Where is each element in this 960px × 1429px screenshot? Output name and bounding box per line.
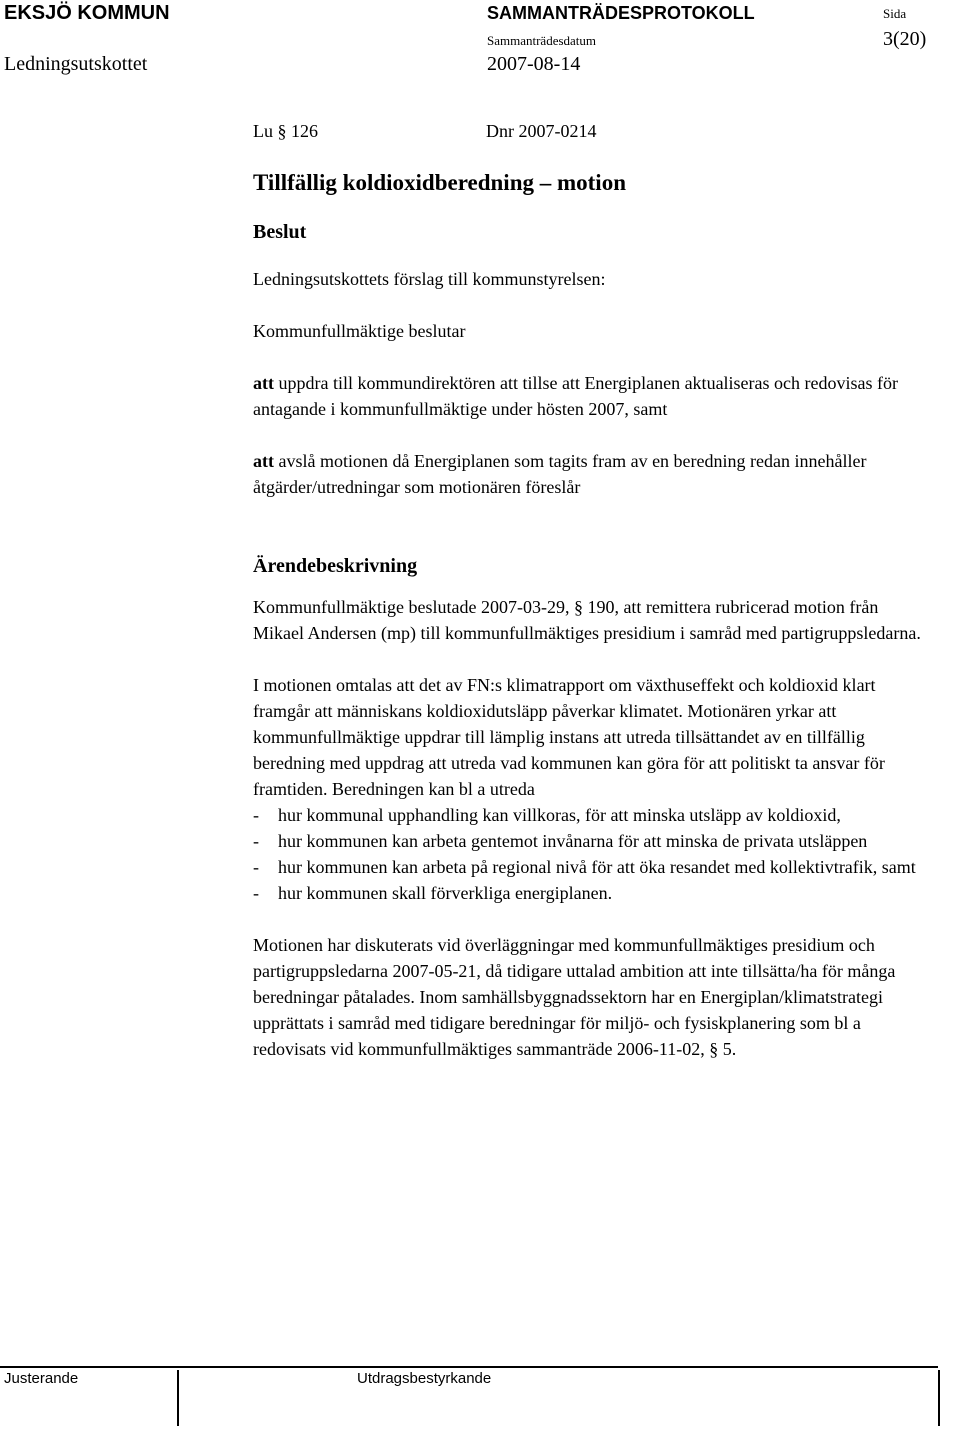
- decision-item-text: uppdra till kommundirektören att tillse att Energiplanen aktualiseras och redovisas för antagande i kommunfullmäktige under hösten 2007, samt: [253, 373, 898, 419]
- signature-box-divider: [177, 1370, 179, 1426]
- meeting-date-label: Sammanträdesdatum: [487, 33, 597, 48]
- description-paragraph: Motionen har diskuterats vid överläggningar med kommunfullmäktiges presidium och partigruppsledarna 2007-05-21, då tidigare uttalad ambition att inte tillsätta/ha för många beredningar påtalades. Inom samhällsbyggnadssektorn har en Energiplan/klimatstrategi upprättats i samråd med tidigare beredningar för miljö- och fysiskplanering som bl a redovisats vid kommunfullmäktiges sammanträde 2006-11-02, § 5.: [253, 935, 896, 1059]
- case-title: Tillfällig koldioxidberedning – motion: [253, 170, 626, 195]
- protocol-title: SAMMANTRÄDESPROTOKOLL: [487, 3, 755, 23]
- list-marker: -: [253, 805, 259, 825]
- decision-item-prefix: att: [253, 373, 274, 393]
- decision-item: [253, 370, 933, 422]
- footer-divider: [0, 1366, 938, 1368]
- meeting-date: 2007-08-14: [487, 53, 581, 75]
- document-body: [253, 118, 933, 1062]
- description-paragraph: I motionen omtalas att det av FN:s klimatrapport om växthuseffekt och koldioxid klart framgår att människans koldioxidutsläpp påverkar klimatet. Motionären yrkar att kommunfullmäktige uppdrar till lämplig instans att utreda tillsättandet av en tillfällig beredning med uppdrag att utreda vad kommunen kan göra för att politiskt ta ansvar för framtiden. Beredningen kan bl a utreda: [253, 675, 885, 799]
- signature-box-divider: [938, 1370, 940, 1426]
- list-marker: -: [253, 883, 259, 903]
- case-reference: [253, 118, 933, 144]
- page-number: 3(20): [883, 28, 927, 50]
- adjuster-label: Justerande: [4, 1370, 79, 1387]
- list-item-text: hur kommunen kan arbeta på regional nivå för att öka resandet med kollektivtrafik, samt: [278, 857, 916, 877]
- decision-item-text: avslå motionen då Energiplanen som tagits fram av en beredning redan innehåller åtgärder/utredningar som motionären föreslår: [253, 451, 867, 497]
- page-label: Sida: [883, 6, 907, 21]
- list-item: [253, 802, 933, 828]
- description-heading: Ärendebeskrivning: [253, 555, 418, 577]
- council-decides: Kommunfullmäktige beslutar: [253, 321, 466, 341]
- extract-certification-label: Utdragsbestyrkande: [357, 1370, 492, 1387]
- committee-name: Ledningsutskottet: [4, 53, 148, 75]
- decision-intro: Ledningsutskottets förslag till kommunstyrelsen:: [253, 269, 606, 289]
- list-item-text: hur kommunal upphandling kan villkoras, för att minska utsläpp av koldioxid,: [278, 805, 841, 825]
- decision-heading: Beslut: [253, 221, 307, 243]
- list-marker: -: [253, 831, 259, 851]
- decision-item: [253, 448, 933, 500]
- list-item: [253, 828, 933, 854]
- list-marker: -: [253, 857, 259, 877]
- list-item: [253, 880, 933, 906]
- municipality-name: EKSJÖ KOMMUN: [4, 2, 170, 24]
- list-item: [253, 854, 933, 880]
- case-number: Lu § 126: [253, 121, 318, 141]
- list-item-text: hur kommunen kan arbeta gentemot invånarna för att minska de privata utsläppen: [278, 831, 868, 851]
- decision-item-prefix: att: [253, 451, 274, 471]
- description-paragraph: Kommunfullmäktige beslutade 2007-03-29, § 190, att remittera rubricerad motion från Mikael Andersen (mp) till kommunfullmäktiges presidium i samråd med partigruppsledarna.: [253, 597, 921, 643]
- diary-number: Dnr 2007-0214: [486, 121, 597, 141]
- list-item-text: hur kommunen skall förverkliga energiplanen.: [278, 883, 613, 903]
